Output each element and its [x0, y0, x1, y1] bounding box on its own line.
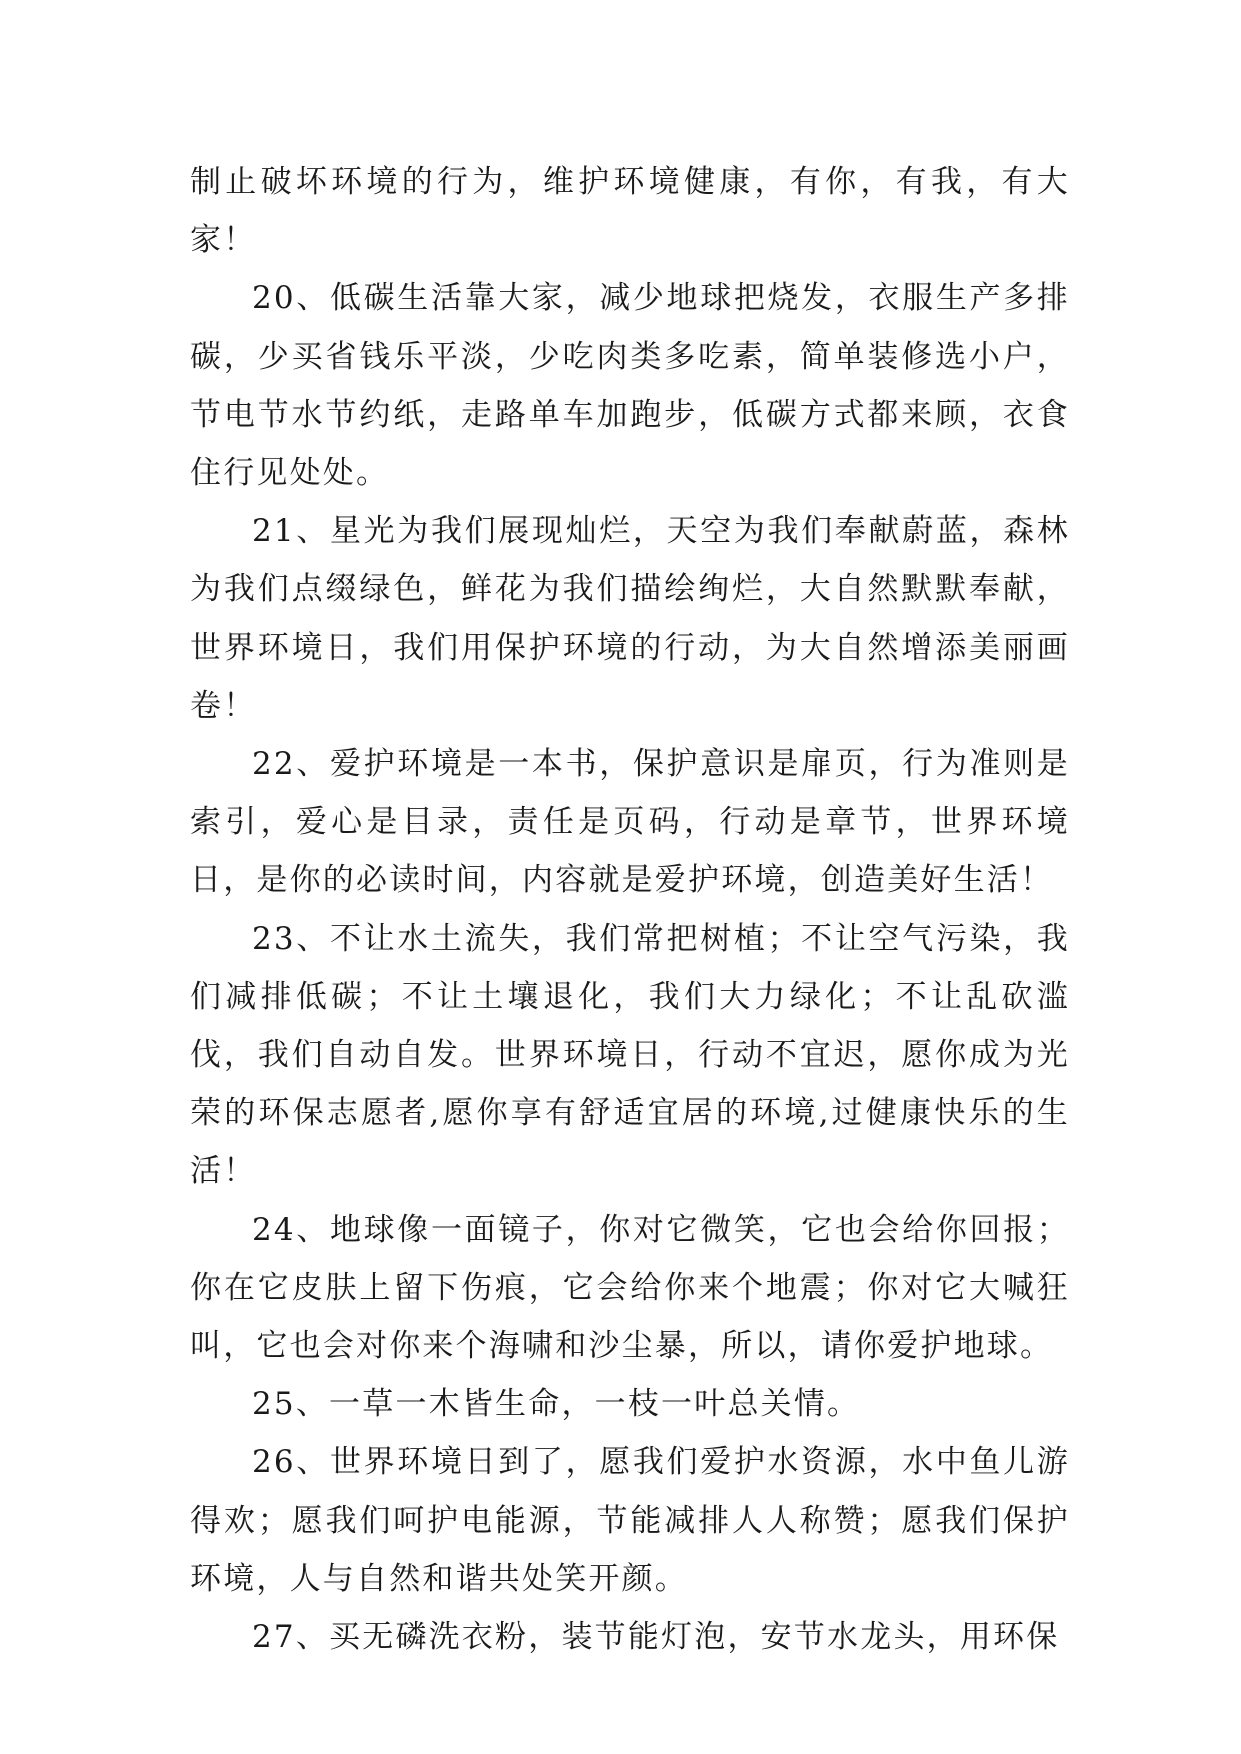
paragraph-24: 24、地球像一面镜子，你对它微笑，它也会给你回报；你在它皮肤上留下伤痕，它会给你来个地震；你对它大喊狂叫，它也会对你来个海啸和沙尘暴，所以，请你爱护地球。: [190, 1211, 1070, 1365]
paragraph-25: 25、一草一木皆生命，一枝一叶总关情。: [252, 1386, 861, 1423]
paragraph-27: 27、买无磷洗衣粉，装节能灯泡，安节水龙头，用环保: [252, 1619, 1060, 1656]
paragraph-20: 20、低碳生活靠大家，减少地球把烧发，衣服生产多排碳，少买省钱乐平淡，少吃肉类多吃素，简单装修选小户，节电节水节约纸，走路单车加跑步，低碳方式都来顾，衣食住行见处处。: [190, 280, 1070, 492]
paragraph-23: 23、不让水土流失，我们常把树植；不让空气污染，我们减排低碳；不让土壤退化，我们大力绿化；不让乱砍滥伐，我们自动自发。世界环境日，行动不宜迟，愿你成为光荣的环保志愿者,愿你享有舒适宜居的环境,过健康快乐的生活！: [190, 920, 1070, 1190]
paragraph-22: 22、爱护环境是一本书，保护意识是扉页，行为准则是索引，爱心是目录，责任是页码，行动是章节，世界环境日，是你的必读时间，内容就是爱护环境，创造美好生活！: [190, 746, 1070, 899]
document-body: [190, 153, 1070, 1666]
paragraph-continuation: 制止破坏环境的行为，维护环境健康，有你，有我，有大家！: [190, 164, 1070, 259]
paragraph-26: 26、世界环境日到了，愿我们爱护水资源，水中鱼儿游得欢；愿我们呵护电能源，节能减排人人称赞；愿我们保护环境，人与自然和谐共处笑开颜。: [190, 1444, 1070, 1597]
paragraph-21: 21、星光为我们展现灿烂，天空为我们奉献蔚蓝，森林为我们点缀绿色，鲜花为我们描绘绚烂，大自然默默奉献，世界环境日，我们用保护环境的行动，为大自然增添美丽画卷！: [190, 513, 1070, 724]
